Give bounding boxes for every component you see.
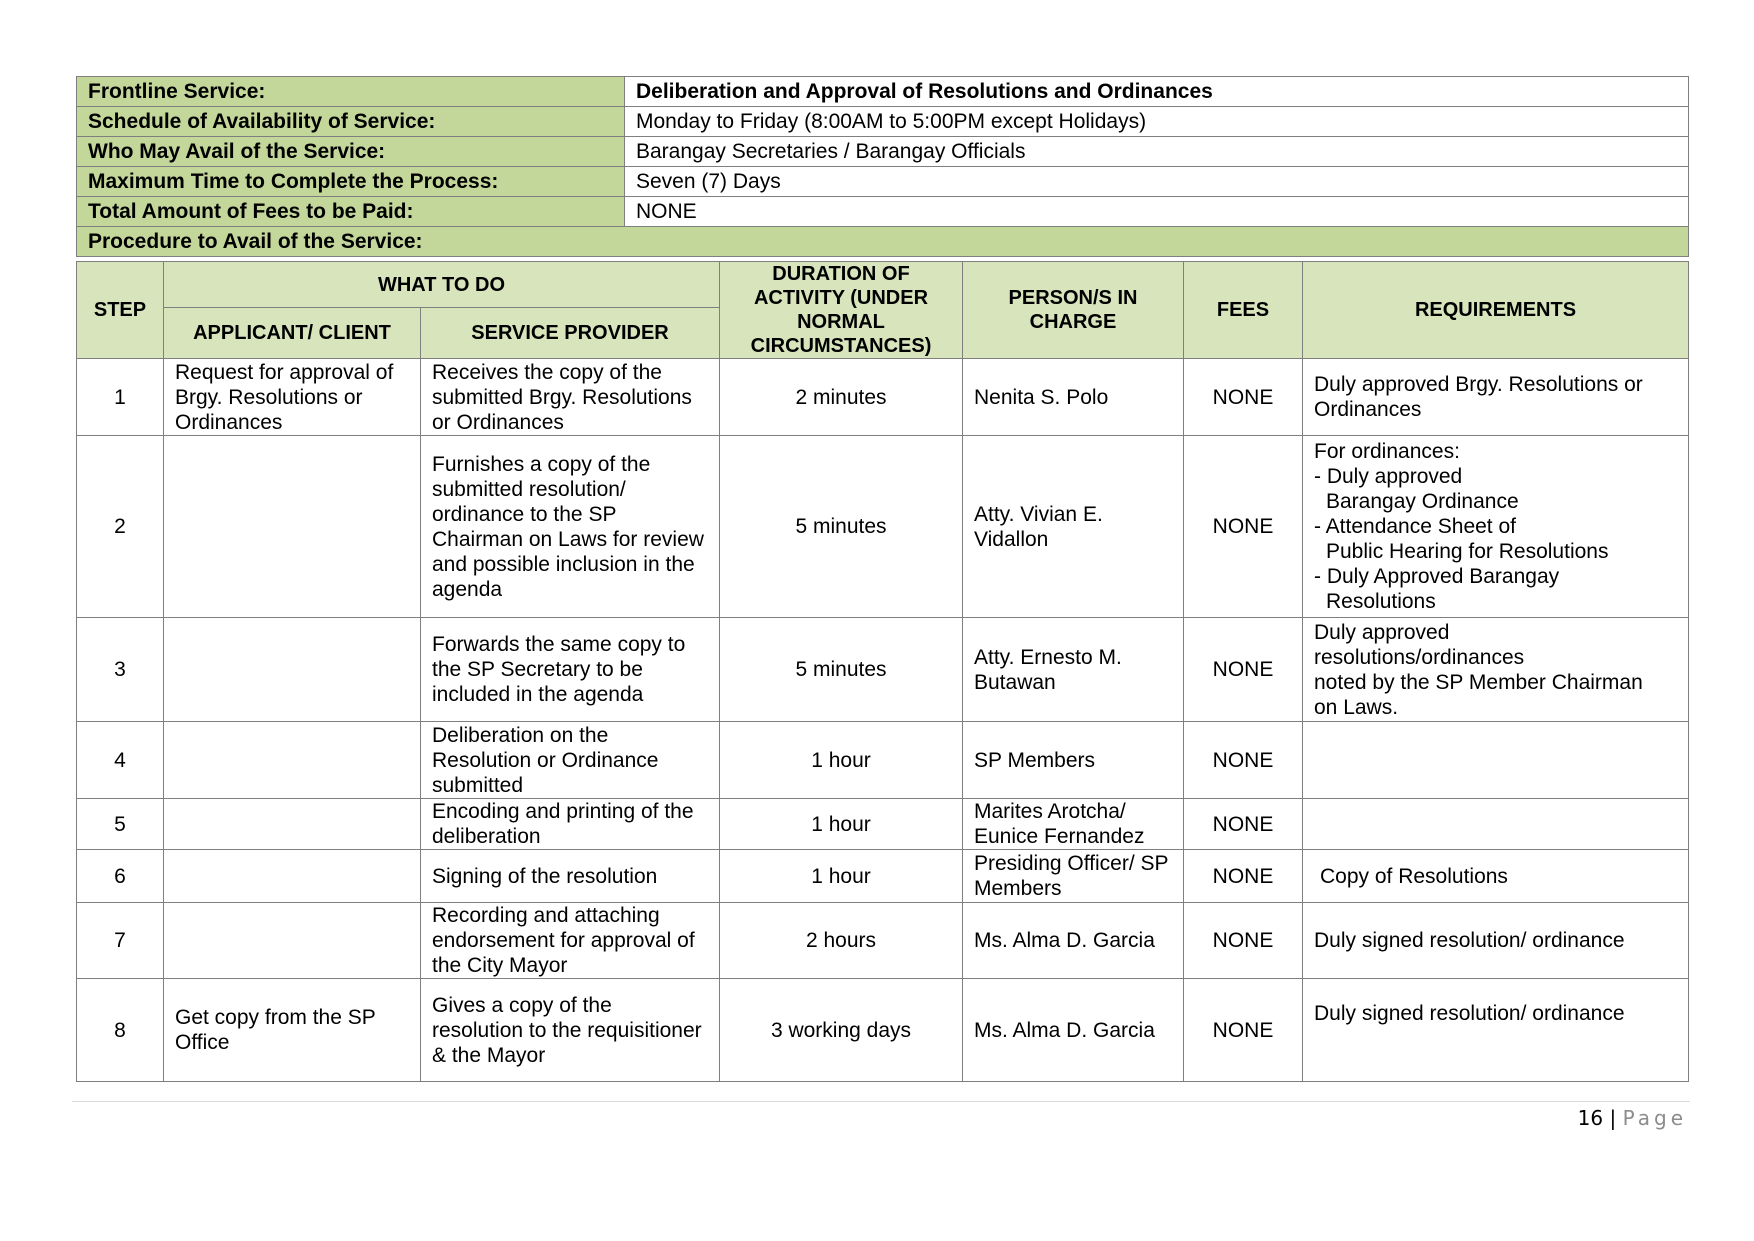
fees-cell: NONE (1184, 722, 1303, 799)
provider-cell: Receives the copy of the submitted Brgy. Resolutions or Ordinances (421, 359, 720, 436)
procedure-table (76, 261, 1689, 1082)
applicant-cell (164, 436, 421, 618)
fees-cell: NONE (1184, 359, 1303, 436)
max-time-row (77, 167, 1689, 197)
person-cell: Atty. Vivian E. Vidallon (963, 436, 1184, 618)
who-value: Barangay Secretaries / Barangay Officials (625, 137, 1689, 167)
fees-cell: NONE (1184, 903, 1303, 979)
requirement-line: resolutions/ordinances (1314, 645, 1525, 669)
table-row (77, 436, 1689, 618)
what-to-do-header: WHAT TO DO (164, 262, 720, 308)
fees-cell: NONE (1184, 618, 1303, 722)
duration-cell: 1 hour (720, 799, 963, 850)
service-info-table (76, 76, 1689, 257)
provider-cell: Deliberation on the Resolution or Ordinance submitted (421, 722, 720, 799)
step-cell: 2 (77, 436, 164, 618)
person-cell: Nenita S. Polo (963, 359, 1184, 436)
max-time-label: Maximum Time to Complete the Process: (77, 167, 625, 197)
provider-cell: Forwards the same copy to the SP Secretary to be included in the agenda (421, 618, 720, 722)
duration-cell: 1 hour (720, 722, 963, 799)
step-cell: 5 (77, 799, 164, 850)
fees-cell: NONE (1184, 979, 1303, 1082)
step-cell: 8 (77, 979, 164, 1082)
duration-header: DURATION OF ACTIVITY (UNDER NORMAL CIRCUMSTANCES) (720, 262, 963, 359)
person-cell: Ms. Alma D. Garcia (963, 979, 1184, 1082)
applicant-cell: Get copy from the SP Office (164, 979, 421, 1082)
applicant-header: APPLICANT/ CLIENT (164, 308, 421, 359)
person-cell: Marites Arotcha/ Eunice Fernandez (963, 799, 1184, 850)
table-row (77, 979, 1689, 1082)
page-number: 16 (1577, 1106, 1604, 1130)
duration-cell: 5 minutes (720, 436, 963, 618)
frontline-label: Frontline Service: (77, 77, 625, 107)
requirement-line: Public Hearing for Resolutions (1326, 540, 1609, 563)
requirement-line: Barangay Ordinance (1326, 490, 1519, 513)
requirements-cell (1303, 722, 1689, 799)
who-label: Who May Avail of the Service: (77, 137, 625, 167)
person-cell: SP Members (963, 722, 1184, 799)
requirements-cell (1303, 436, 1689, 618)
provider-cell: Encoding and printing of the deliberation (421, 799, 720, 850)
person-cell: Ms. Alma D. Garcia (963, 903, 1184, 979)
schedule-value: Monday to Friday (8:00AM to 5:00PM except Holidays) (625, 107, 1689, 137)
provider-cell: Gives a copy of the resolution to the requisitioner & the Mayor (421, 979, 720, 1082)
provider-cell: Signing of the resolution (421, 850, 720, 903)
requirements-header: REQUIREMENTS (1303, 262, 1689, 359)
fees-label: Total Amount of Fees to be Paid: (77, 197, 625, 227)
table-row (77, 903, 1689, 979)
applicant-cell (164, 799, 421, 850)
requirements-cell: Duly signed resolution/ ordinance (1303, 903, 1689, 979)
table-row (77, 618, 1689, 722)
who-row (77, 137, 1689, 167)
requirements-cell (1303, 799, 1689, 850)
applicant-cell (164, 618, 421, 722)
requirement-line: noted by the SP Member Chairman (1314, 670, 1643, 694)
page-footer (1578, 1104, 1687, 1132)
max-time-value: Seven (7) Days (625, 167, 1689, 197)
requirements-cell: Copy of Resolutions (1303, 850, 1689, 903)
schedule-label: Schedule of Availability of Service: (77, 107, 625, 137)
procedure-row (77, 227, 1689, 257)
requirement-line: - Attendance Sheet of (1314, 515, 1516, 538)
header-row-1 (77, 262, 1689, 308)
requirement-line: Duly approved (1314, 620, 1450, 644)
provider-cell: Furnishes a copy of the submitted resolution/ ordinance to the SP Chairman on Laws for review and possible inclusion in the agenda (421, 436, 720, 618)
duration-cell: 2 hours (720, 903, 963, 979)
schedule-row (77, 107, 1689, 137)
provider-header: SERVICE PROVIDER (421, 308, 720, 359)
step-cell: 4 (77, 722, 164, 799)
page-separator: | (1609, 1106, 1617, 1130)
requirement-line: on Laws. (1314, 695, 1399, 719)
step-cell: 3 (77, 618, 164, 722)
step-cell: 1 (77, 359, 164, 436)
requirements-cell (1303, 618, 1689, 722)
requirements-cell: Duly signed resolution/ ordinance (1303, 979, 1689, 1082)
fees-row (77, 197, 1689, 227)
requirements-cell: Duly approved Brgy. Resolutions or Ordinances (1303, 359, 1689, 436)
fees-value: NONE (625, 197, 1689, 227)
table-row (77, 799, 1689, 850)
duration-cell: 3 working days (720, 979, 963, 1082)
applicant-cell (164, 903, 421, 979)
person-cell: Presiding Officer/ SP Members (963, 850, 1184, 903)
frontline-value: Deliberation and Approval of Resolutions and Ordinances (625, 77, 1689, 107)
page-word: Page (1622, 1106, 1687, 1130)
requirement-line: - Duly Approved Barangay (1314, 565, 1560, 588)
applicant-cell (164, 850, 421, 903)
table-row (77, 850, 1689, 903)
footer-divider (72, 1101, 1690, 1102)
step-cell: 6 (77, 850, 164, 903)
applicant-cell: Request for approval of Brgy. Resolutions or Ordinances (164, 359, 421, 436)
fees-cell: NONE (1184, 799, 1303, 850)
requirement-line: For ordinances: (1314, 440, 1460, 463)
duration-cell: 1 hour (720, 850, 963, 903)
applicant-cell (164, 722, 421, 799)
requirement-line: - Duly approved (1314, 465, 1463, 488)
procedure-label: Procedure to Avail of the Service: (77, 227, 1689, 257)
duration-cell: 2 minutes (720, 359, 963, 436)
person-cell: Atty. Ernesto M. Butawan (963, 618, 1184, 722)
step-header: STEP (77, 262, 164, 359)
requirement-line: Resolutions (1326, 590, 1436, 613)
fees-cell: NONE (1184, 436, 1303, 618)
fees-header: FEES (1184, 262, 1303, 359)
duration-cell: 5 minutes (720, 618, 963, 722)
fees-cell: NONE (1184, 850, 1303, 903)
frontline-row (77, 77, 1689, 107)
provider-cell: Recording and attaching endorsement for approval of the City Mayor (421, 903, 720, 979)
table-row (77, 722, 1689, 799)
step-cell: 7 (77, 903, 164, 979)
person-header: PERSON/S IN CHARGE (963, 262, 1184, 359)
table-row (77, 359, 1689, 436)
